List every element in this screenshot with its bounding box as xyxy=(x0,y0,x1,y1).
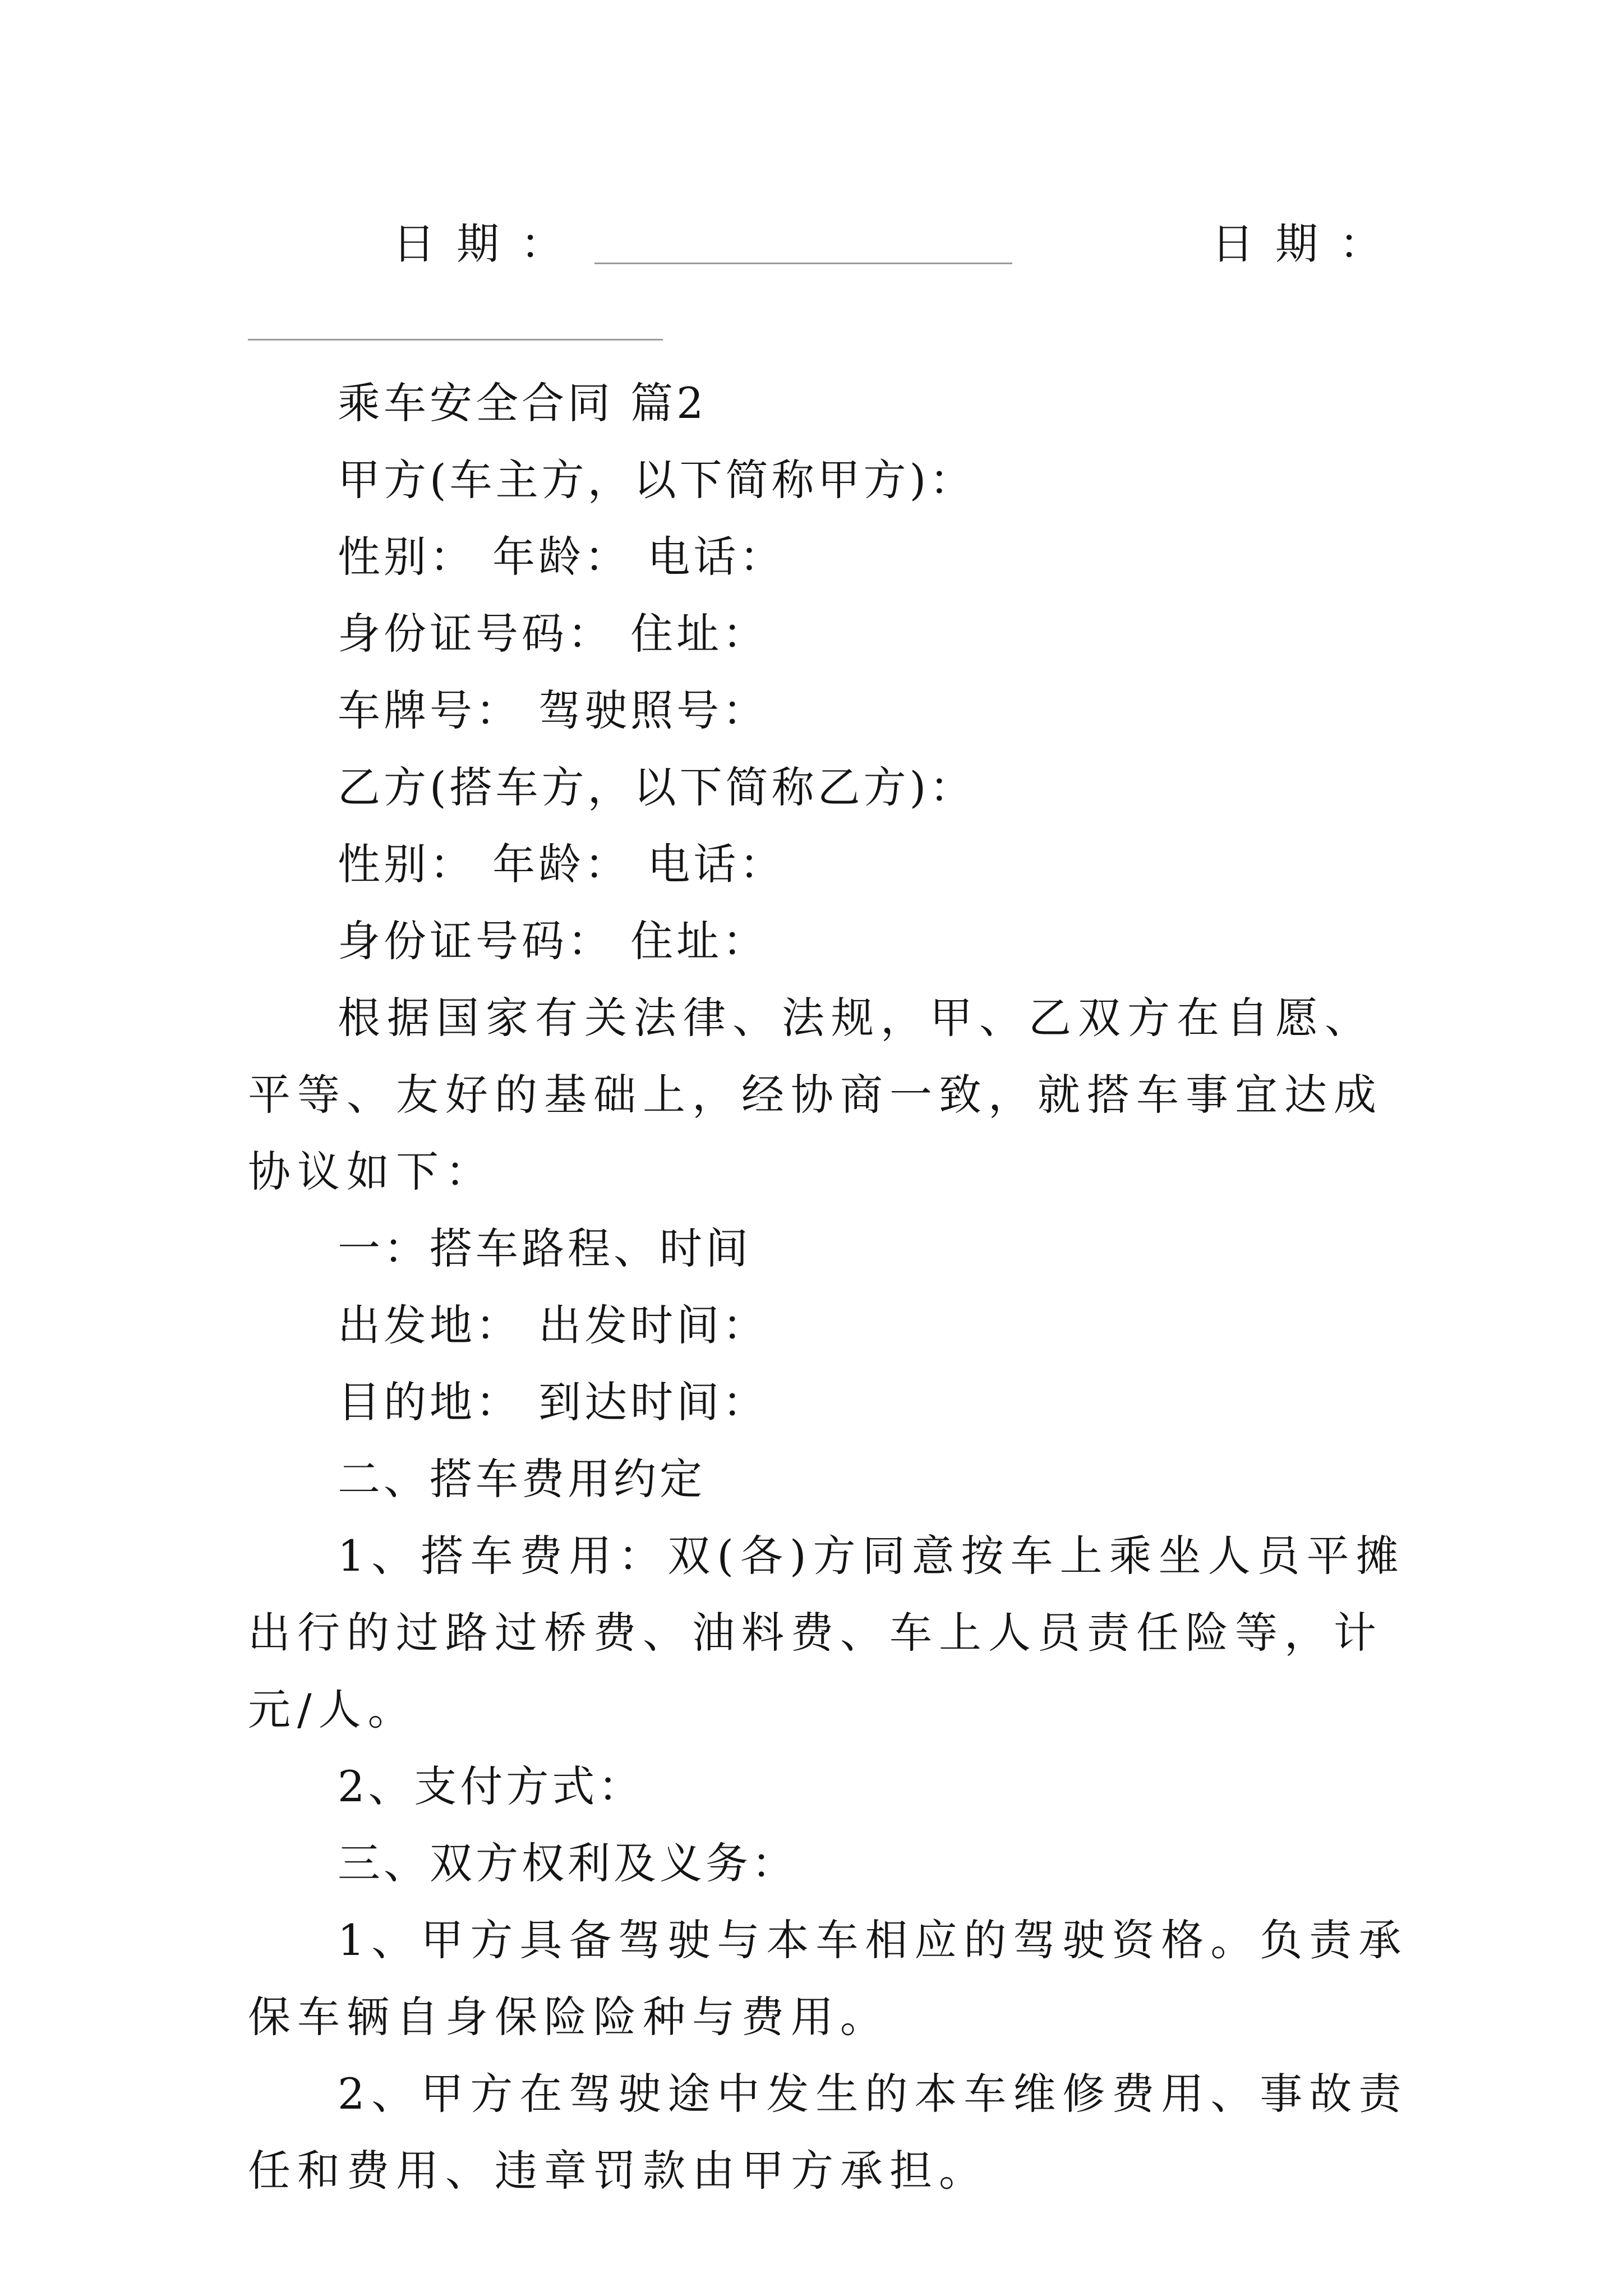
preamble-paragraph: 根据国家有关法律、法规，甲、乙双方在自愿、平等、友好的基础上，经协商一致，就搭车事宜达成协议如下： xyxy=(248,993,1383,1197)
signature-date-line-right xyxy=(248,339,663,341)
party-a-id-address: 身份证号码： 住址： xyxy=(338,609,769,659)
payment-method-clause: 2、支付方式： xyxy=(338,1761,644,1811)
fee-clause: 1、搭车费用：双(各)方同意按车上乘坐人员平摊出行的过路过桥费、油料费、车上人员责任险等，计元/人。 xyxy=(248,1531,1405,1734)
destination-fields: 目的地： 到达时间： xyxy=(338,1377,769,1427)
party-b-id-address: 身份证号码： 住址： xyxy=(338,916,769,966)
section-3-heading: 三、双方权利及义务： xyxy=(338,1838,797,1888)
section-2-heading: 二、搭车费用约定 xyxy=(338,1454,706,1504)
party-a-plate-license: 车牌号： 驾驶照号： xyxy=(338,685,769,735)
party-b-gender-age-phone: 性别： 年龄： 电话： xyxy=(338,839,786,889)
party-a-gender-age-phone: 性别： 年龄： 电话： xyxy=(338,532,786,582)
date-label-left: 日期： xyxy=(393,219,584,269)
party-a-heading: 甲方(车主方，以下简称甲方)： xyxy=(338,455,976,505)
contract-title: 乘车安全合同 篇2 xyxy=(338,378,707,428)
date-label-right: 日期： xyxy=(1211,219,1403,269)
departure-fields: 出发地： 出发时间： xyxy=(338,1300,769,1350)
contract-body xyxy=(248,365,1414,2209)
obligation-clause-1: 1、甲方具备驾驶与本车相应的驾驶资格。负责承保车辆自身保险险种与费用。 xyxy=(248,1915,1408,2042)
section-1-heading: 一：搭车路程、时间 xyxy=(338,1223,751,1273)
party-b-heading: 乙方(搭车方，以下简称乙方)： xyxy=(338,762,976,812)
signature-date-line-left xyxy=(594,263,1012,264)
obligation-clause-2: 2、甲方在驾驶途中发生的本车维修费用、事故责任和费用、违章罚款由甲方承担。 xyxy=(248,2069,1408,2196)
